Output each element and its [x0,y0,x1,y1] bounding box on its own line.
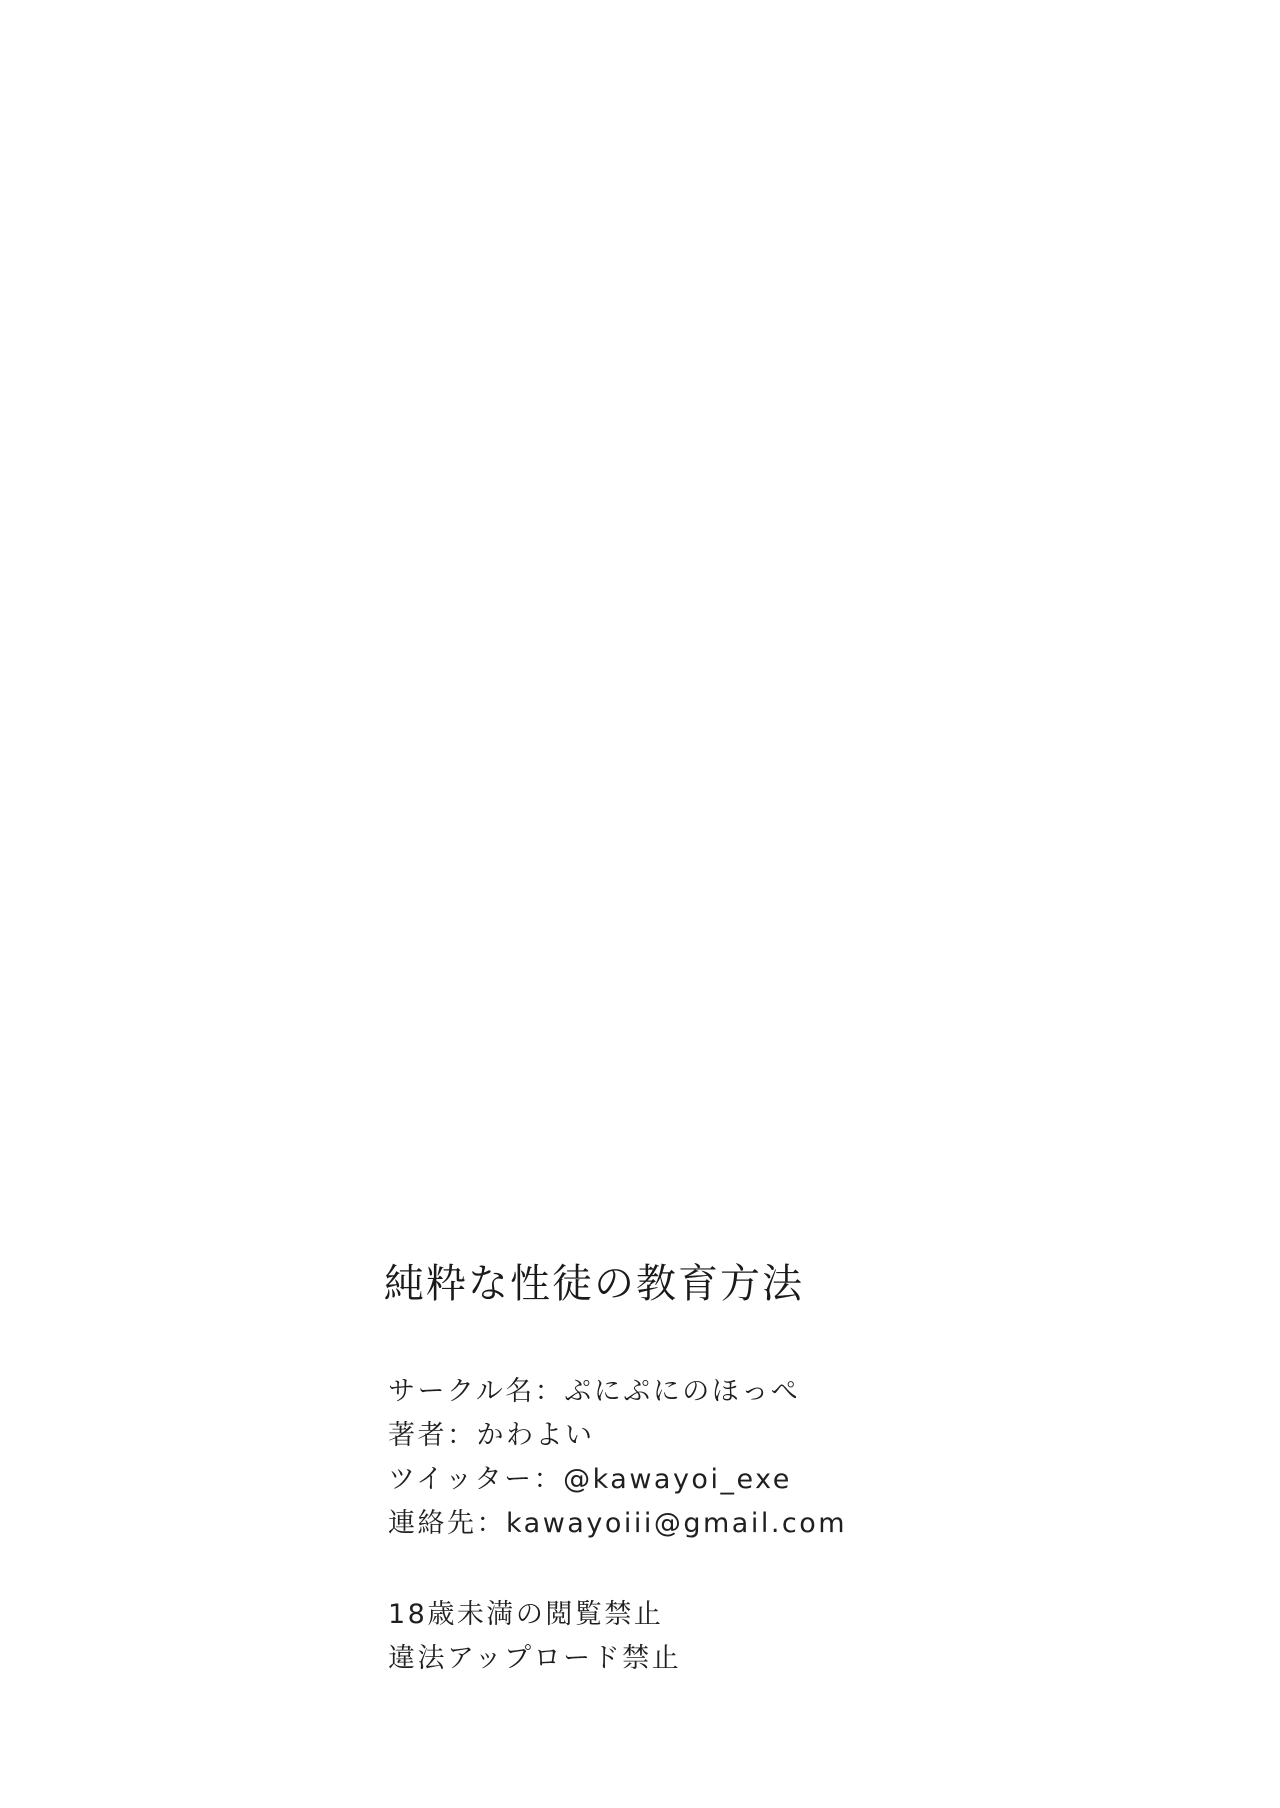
credit-line-contact-email: 連絡先：kawayoiii@gmail.com [388,1508,848,1539]
credit-line-circle-name: サークル名：ぷにぷにのほっぺ [388,1376,801,1407]
credits-block [388,1370,847,1546]
credit-line-author: 著者：かわよい [388,1420,595,1451]
doc-title: 純粋な性徒の教育方法 [384,1261,804,1307]
notice-line-age-restriction: 18歳未満の閲覧禁止 [388,1599,664,1630]
credit-line-twitter: ツイッター：@kawayoi_exe [388,1464,792,1495]
notices-block [388,1593,681,1681]
notice-line-upload-prohibition: 違法アップロード禁止 [388,1643,682,1674]
